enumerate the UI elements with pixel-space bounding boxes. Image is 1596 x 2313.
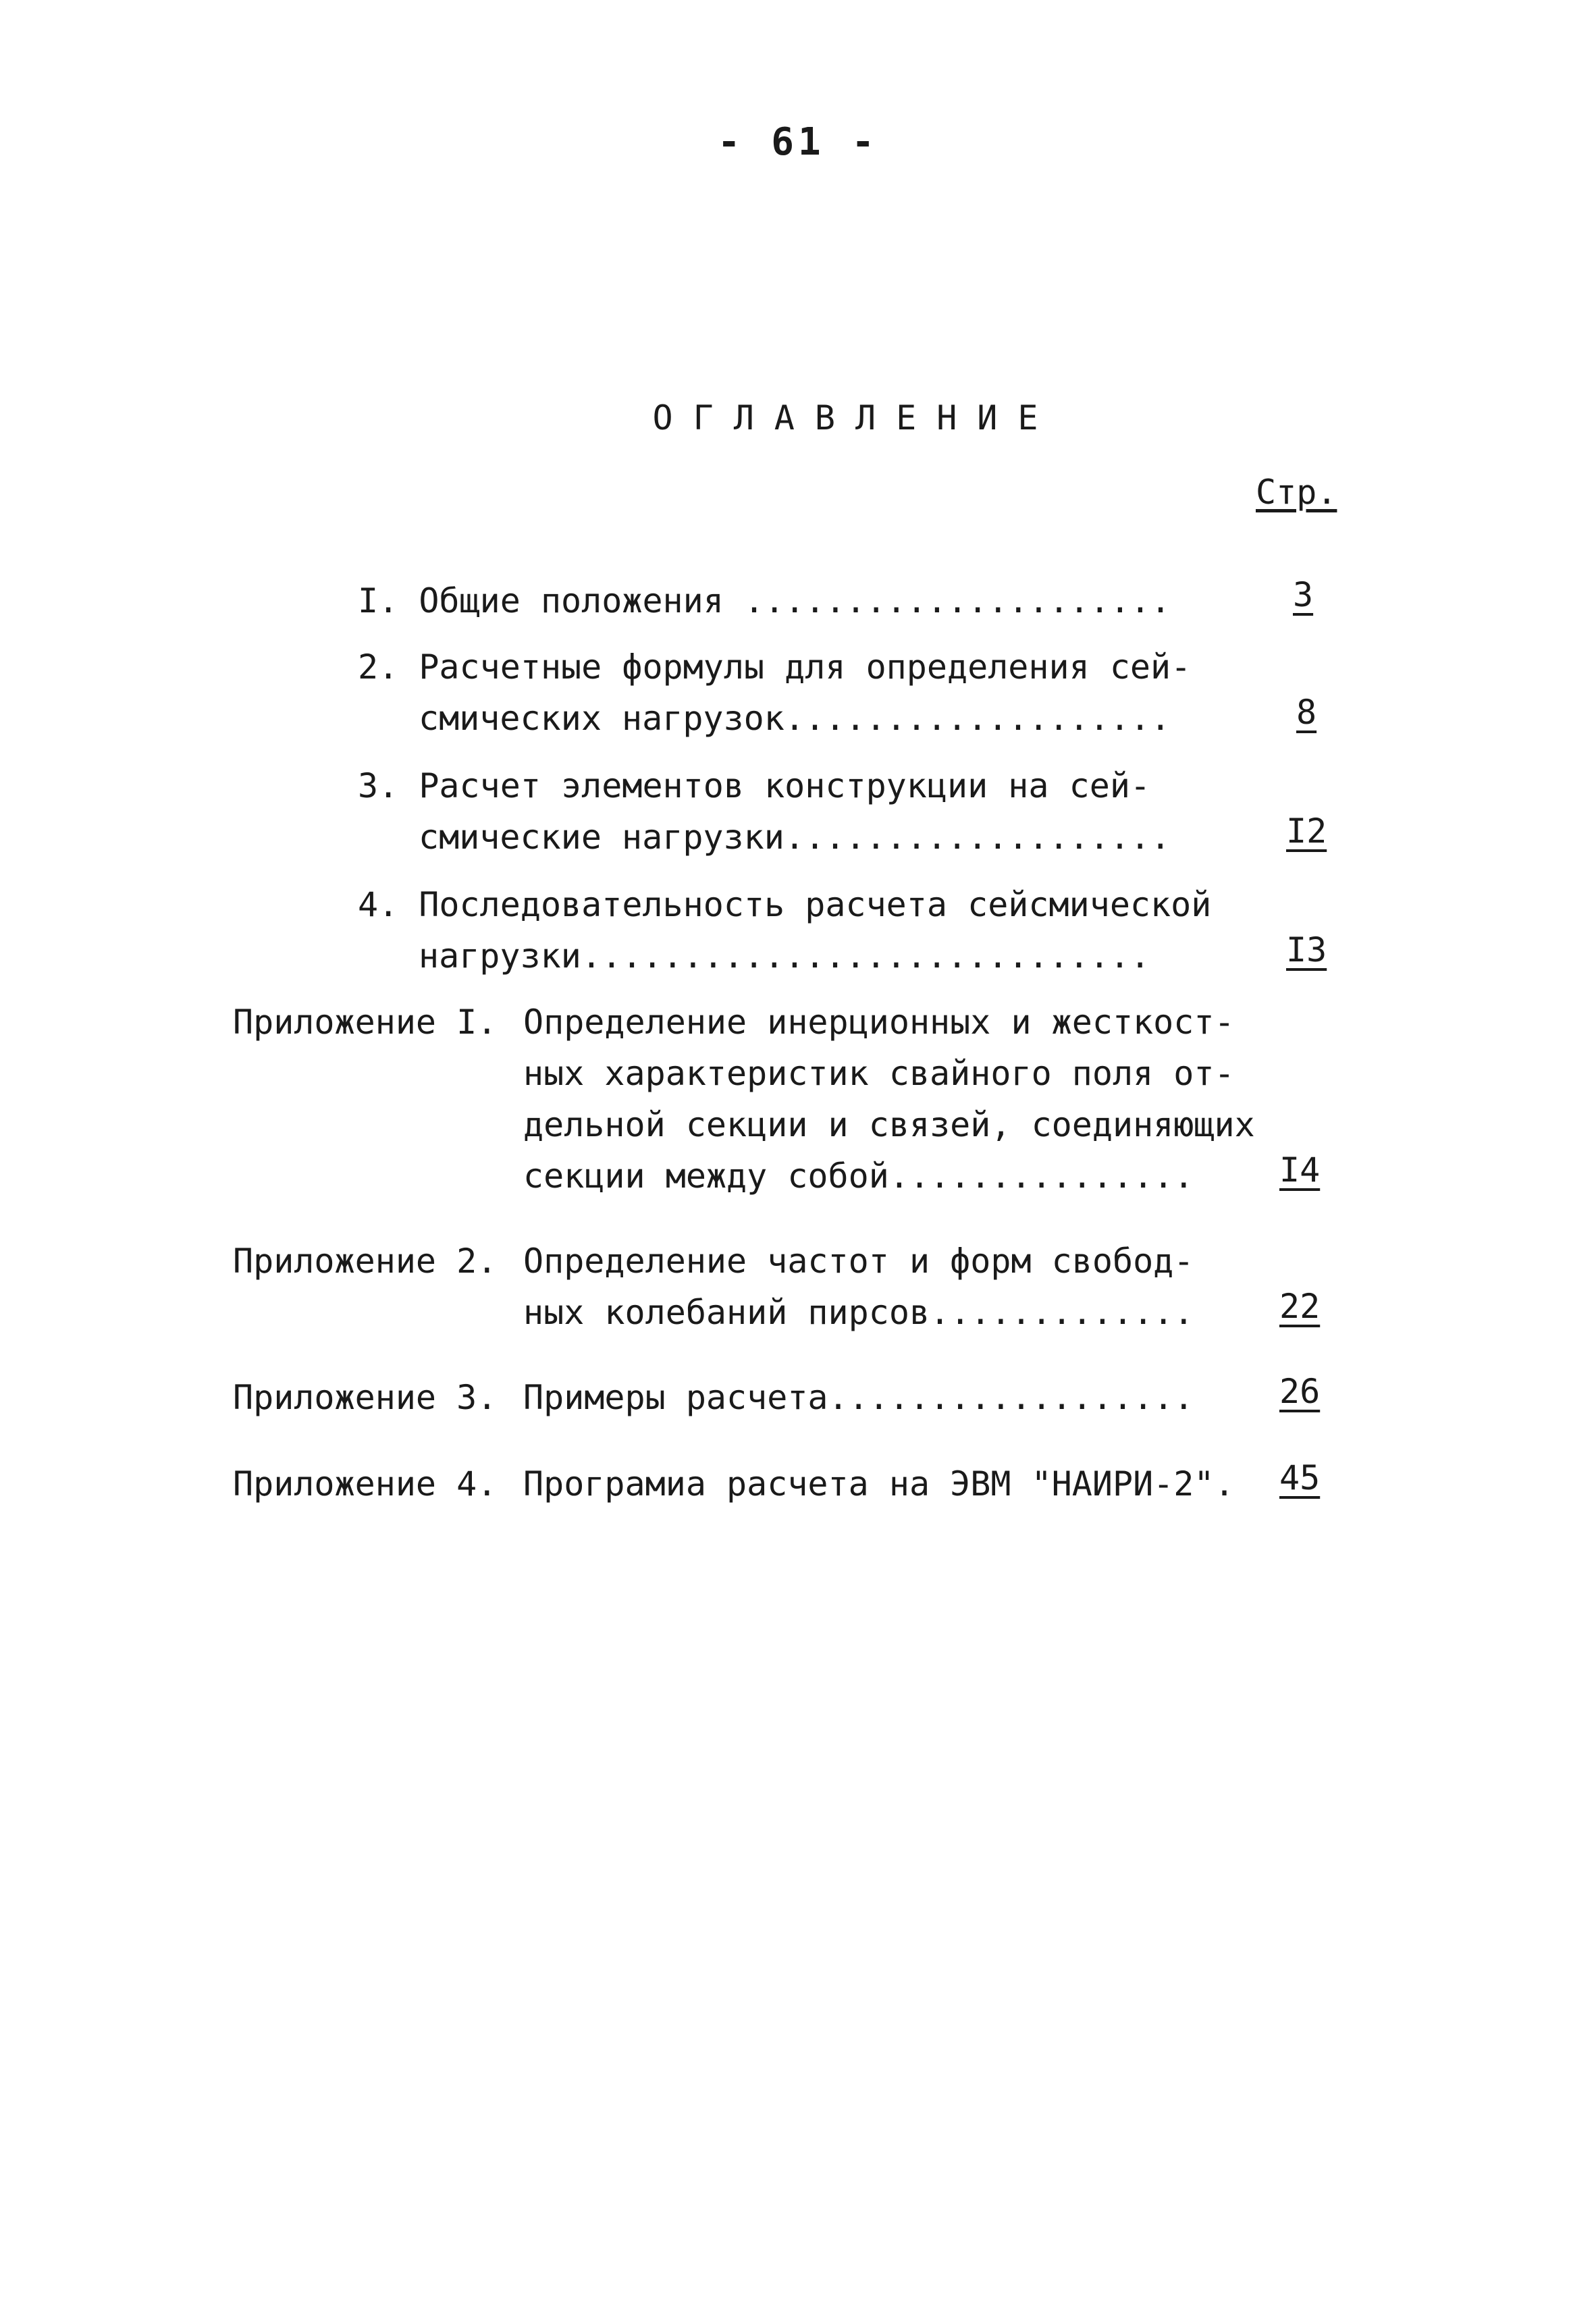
page-column-header [1256, 473, 1337, 512]
toc-entry-number: I. [358, 581, 399, 620]
appendix-text-line: ных характеристик свайного поля от- [523, 1054, 1235, 1093]
appendix-label: Приложение 3. [233, 1378, 498, 1417]
toc-entry-page: I3 [1286, 930, 1327, 969]
toc-entry [358, 879, 1211, 930]
appendix-text [523, 996, 1255, 1202]
toc-entry-text: смических нагрузок................... [419, 699, 1171, 738]
toc-entry-continuation [419, 693, 1171, 744]
toc-entry-page: 3 [1293, 575, 1314, 614]
page-title: ОГЛАВЛЕНИЕ [652, 398, 1059, 437]
appendix-text-line: Примеры расчета.................. [523, 1378, 1194, 1417]
appendix-page: 22 [1279, 1287, 1321, 1326]
toc-entry-text: Последовательность расчета сейсмической [419, 885, 1212, 924]
appendix-page: 45 [1279, 1458, 1321, 1497]
toc-entry-continuation [419, 930, 1150, 982]
appendix-label: Приложение 2. [233, 1242, 498, 1281]
toc-entry-text: нагрузки............................ [419, 936, 1150, 976]
appendix-entry [233, 996, 497, 1048]
appendix-label: Приложение I. [233, 1003, 498, 1042]
toc-entry-text: смические нагрузки................... [419, 818, 1171, 857]
appendix-entry [233, 1235, 497, 1287]
appendix-text [523, 1372, 1194, 1423]
toc-entry-text: Общие положения ..................... [419, 581, 1171, 620]
appendix-text-line: Определение частот и форм свобод- [523, 1242, 1194, 1281]
page-column-label: Стр. [1256, 473, 1337, 512]
toc-entry-number: 4. [358, 885, 399, 924]
page-number: - 61 - [717, 120, 879, 164]
appendix-page: I4 [1279, 1150, 1321, 1190]
toc-entry [358, 641, 1191, 693]
toc-entry-continuation [419, 812, 1171, 863]
toc-entry-text: Расчет элементов конструкции на сей- [419, 766, 1151, 805]
toc-entry-text: Расчетные формулы для определения сей- [419, 647, 1192, 687]
toc-entry-number: 3. [358, 766, 399, 805]
appendix-text-line: Програмиа расчета на ЭВМ "НАИРИ-2". [523, 1464, 1235, 1504]
appendix-text [523, 1458, 1235, 1510]
toc-entry [358, 575, 1171, 627]
appendix-page: 26 [1279, 1372, 1321, 1411]
appendix-text-line: секции между собой............... [523, 1156, 1194, 1196]
appendix-entry [233, 1458, 497, 1510]
toc-entry [358, 760, 1150, 812]
appendix-text-line: Определение инерционных и жесткост- [523, 1003, 1235, 1042]
toc-entry-page: 8 [1296, 693, 1317, 732]
appendix-text-line: дельной секции и связей, соединяющих [523, 1105, 1255, 1144]
toc-entry-page: I2 [1286, 812, 1327, 851]
toc-entry-number: 2. [358, 647, 399, 687]
appendix-label: Приложение 4. [233, 1464, 498, 1504]
appendix-entry [233, 1372, 497, 1423]
appendix-text-line: ных колебаний пирсов............. [523, 1293, 1194, 1332]
appendix-text [523, 1235, 1194, 1338]
